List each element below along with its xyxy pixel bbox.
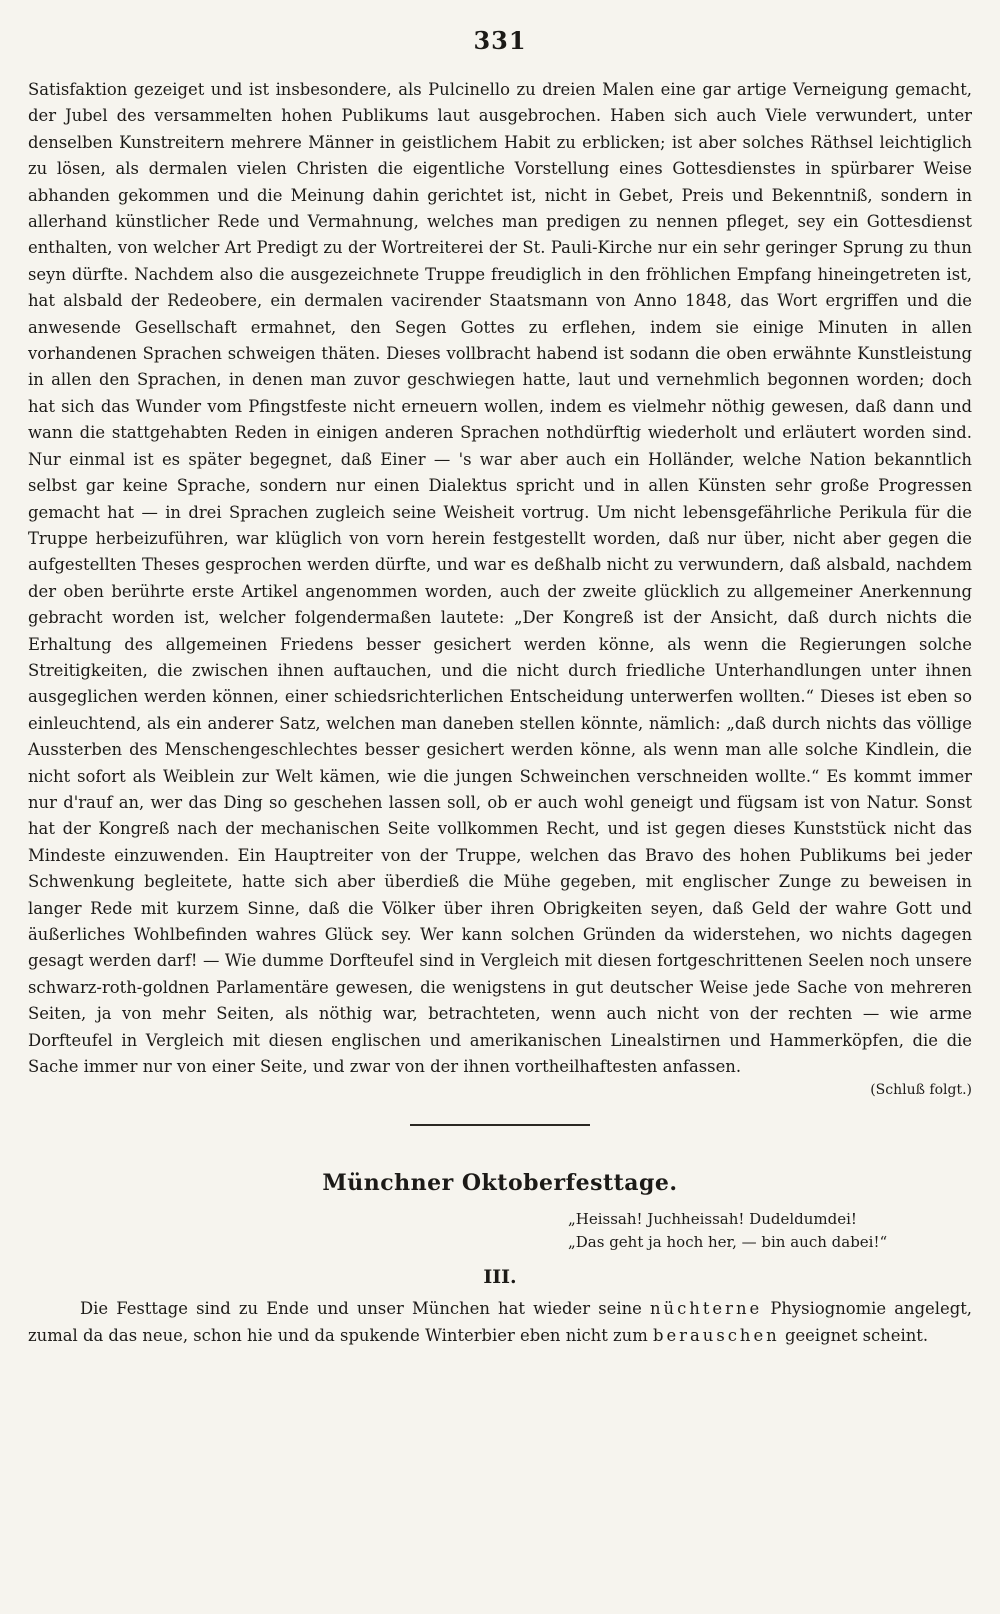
section-body-text: [28, 1296, 972, 1349]
section-text-spaced-2: berauschen: [652, 1325, 780, 1345]
epigraph-line-1: „Heissah! Juchheissah! Dudeldumdei!: [568, 1210, 857, 1229]
section-text-after: geeignet scheint.: [779, 1325, 929, 1345]
section-text-before: Die Festtage sind zu Ende und unser München hat wieder seine: [80, 1299, 650, 1319]
article-continuation-text: Satisfaktion gezeiget und ist insbesondere, als Pulcinello zu dreien Malen eine gar artige Verneigung gemacht, der Jubel des versammelten hohen Publikums laut ausgebrochen. Haben sich auch Viele verwundert, unter denselben Kunstreitern mehrere Männer in geistlichem Habit zu erblicken; ist aber solches Räthsel leichtiglich zu lösen, als dermalen vielen Christen die eigentliche Vorstellung eines Gottesdienstes in spürbarer Weise abhanden gekommen und die Meinung dahin gerichtet ist, nicht in Gebet, Preis und Bekenntniß, sondern in allerhand künstlicher Rede und Vermahnung, welches man predigen zu nennen pfleget, sey ein Gottesdienst enthalten, von welcher Art Predigt zu der Wortreiterei der St. Pauli-Kirche nur ein sehr geringer Sprung zu thun seyn dürfte. Nachdem also die ausgezeichnete Truppe freudiglich in den fröhlichen Empfang hineingetreten ist, hat alsbald der Redeobere, ein dermalen vacirender Staatsmann von Anno 1848, das Wort ergriffen und die anwesende Gesellschaft ermahnet, den Segen Gottes zu erflehen, indem sie einige Minuten in allen vorhandenen Sprachen schweigen thäten. Dieses vollbracht habend ist sodann die oben erwähnte Kunstleistung in allen den Sprachen, in denen man zuvor geschwiegen hatte, laut und vernehmlich begonnen worden; doch hat sich das Wunder vom Pfingstfeste nicht erneuern wollen, indem es vielmehr nöthig gewesen, daß dann und wann die stattgehabten Reden in einigen anderen Sprachen nothdürftig wiederholt und erläutert worden sind. Nur einmal ist es später begegnet, daß Einer — 's war aber auch ein Holländer, welche Nation bekanntlich selbst gar keine Sprache, sondern nur einen Dialektus spricht und in allen Künsten sehr große Progressen gemacht hat — in drei Sprachen zugleich seine Weisheit vortrug. Um nicht lebensgefährliche Perikula für die Truppe herbeizuführen, war klüglich von vorn herein festgestellt worden, daß nur über, nicht aber gegen die aufgestellten Theses gesprochen werden dürfte, und war es deßhalb nicht zu verwundern, daß alsbald, nachdem der oben berührte erste Artikel angenommen worden, auch der zweite glücklich zu allgemeiner Anerkennung gebracht worden ist, welcher folgendermaßen lautete: „Der Kongreß ist der Ansicht, daß durch nichts die Erhaltung des allgemeinen Friedens besser gesichert werden könne, als wenn die Regierungen solche Streitigkeiten, die zwischen ihnen auftauchen, und die nicht durch friedliche Unterhandlungen unter ihnen ausgeglichen werden können, einer schiedsrichterlichen Entscheidung unterwerfen wollten.“ Dieses ist eben so einleuchtend, als ein anderer Satz, welchen man daneben stellen könnte, nämlich: „daß durch nichts das völlige Aussterben des Menschengeschlechtes besser gesichert werden könne, als wenn man alle solche Kindlein, die nicht sofort als Weiblein zur Welt kämen, wie die jungen Schweinchen verschneiden wollte.“ Es kommt immer nur d'rauf an, wer das Ding so geschehen lassen soll, ob er auch wohl geneigt und fügsam ist von Natur. Sonst hat der Kongreß nach der mechanischen Seite vollkommen Recht, und ist gegen dieses Kunststück nicht das Mindeste einzuwenden. Ein Hauptreiter von der Truppe, welchen das Bravo des hohen Publikums bei jeder Schwenkung begleitete, hatte sich aber überdieß die Mühe gegeben, mit englischer Zunge zu beweisen in langer Rede mit kurzem Sinne, daß die Völker über ihren Obrigkeiten seyen, daß Geld der wahre Gott und äußerliches Wohlbefinden wahres Glück sey. Wer kann solchen Gründen da widerstehen, wo nichts dagegen gesagt werden darf! — Wie dumme Dorfteufel sind in Vergleich mit diesen fortgeschrittenen Seelen noch unsere schwarz-roth-goldnen Parlamentäre gewesen, die wenigstens in gut deutscher Weise jede Sache von mehreren Seiten, ja von mehr Seiten, als nöthig war, betrachteten, wenn auch nicht von der rechten — wie arme Dorfteufel in Vergleich mit diesen englischen und amerikanischen Linealstirnen und Hammerköpfen, die die Sache immer nur von einer Seite, und zwar von der ihnen vortheilhaftesten anfassen.: [28, 80, 972, 1077]
section-title: Münchner Oktoberfesttage.: [322, 1170, 678, 1197]
epigraph: [568, 1208, 972, 1254]
continued-note: (Schluß folgt.): [870, 1082, 972, 1099]
part-number: III.: [483, 1266, 517, 1289]
section-text-spaced-1: nüchterne: [649, 1299, 763, 1319]
epigraph-line-2: „Das geht ja hoch her, — bin auch dabei!“: [568, 1233, 888, 1252]
page-number: 331: [473, 26, 527, 55]
section-divider: [410, 1124, 590, 1126]
section-text-middle: Physiognomie angelegt, zumal da das neue, schon hie und da spukende Winterbier eben nicht zum: [28, 1299, 972, 1345]
